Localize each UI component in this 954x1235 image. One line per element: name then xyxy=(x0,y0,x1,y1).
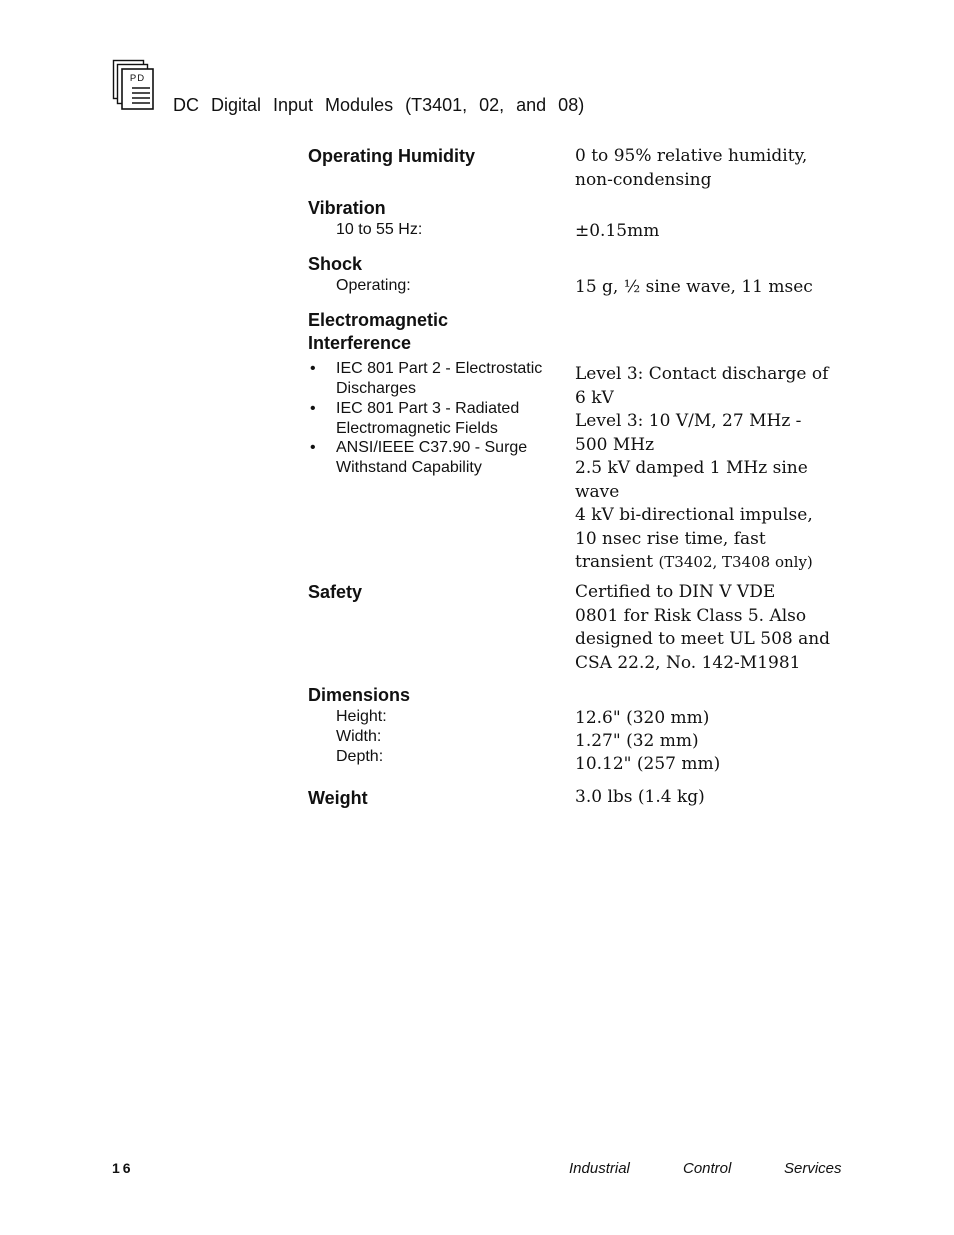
emi-value: Level 3: Contact discharge of 6 kV Level 3: 10 V/M, 27 MHz - 500 MHz 2.5 kV damped 1 MHz sine wave 4 kV bi-directional impulse, 10 nsec rise time, fast transient (T3402, T3408 only) xyxy=(575,364,829,572)
header-title: DC Digital Input Modules (T3401, 02, and 08) xyxy=(173,95,585,115)
dimensions-depth-label: Depth: xyxy=(336,748,384,765)
dimensions-depth-value: 10.12" (257 mm) xyxy=(575,754,721,774)
safety-label: Safety xyxy=(308,582,363,602)
logo-text: PD xyxy=(129,73,146,84)
vibration-value: ±0.15mm xyxy=(575,221,660,241)
humidity-value: 0 to 95% relative humidity, non-condensing xyxy=(575,146,808,190)
pd-document-logo xyxy=(112,59,156,111)
footer-services: Services xyxy=(784,1160,842,1177)
vibration-label: Vibration xyxy=(308,198,386,218)
footer-industrial: Industrial xyxy=(569,1160,630,1177)
weight-label: Weight xyxy=(308,788,368,808)
emi-label: Electromagnetic Interference xyxy=(308,310,449,353)
page-number: 16 xyxy=(112,1160,134,1176)
safety-value: Certified to DIN V VDE 0801 for Risk Class 5. Also designed to meet UL 508 and CSA 22.2, No. 142-M1981 xyxy=(575,582,831,673)
vibration-sub-label: 10 to 55 Hz: xyxy=(336,221,423,238)
dimensions-height-value: 12.6" (320 mm) xyxy=(575,708,710,728)
shock-value: 15 g, ½ sine wave, 11 msec xyxy=(575,277,813,297)
emi-value-note: (T3402, T3408 only) xyxy=(658,553,813,571)
humidity-label: Operating Humidity xyxy=(308,146,476,166)
dimensions-width-value: 1.27" (32 mm) xyxy=(575,731,699,751)
dimensions-height-label: Height: xyxy=(336,708,387,725)
footer-control: Control xyxy=(683,1160,732,1177)
shock-sub-label: Operating: xyxy=(336,277,411,294)
dimensions-width-label: Width: xyxy=(336,728,382,745)
weight-value: 3.0 lbs (1.4 kg) xyxy=(575,787,705,807)
shock-label: Shock xyxy=(308,254,363,274)
dimensions-label: Dimensions xyxy=(308,685,411,705)
